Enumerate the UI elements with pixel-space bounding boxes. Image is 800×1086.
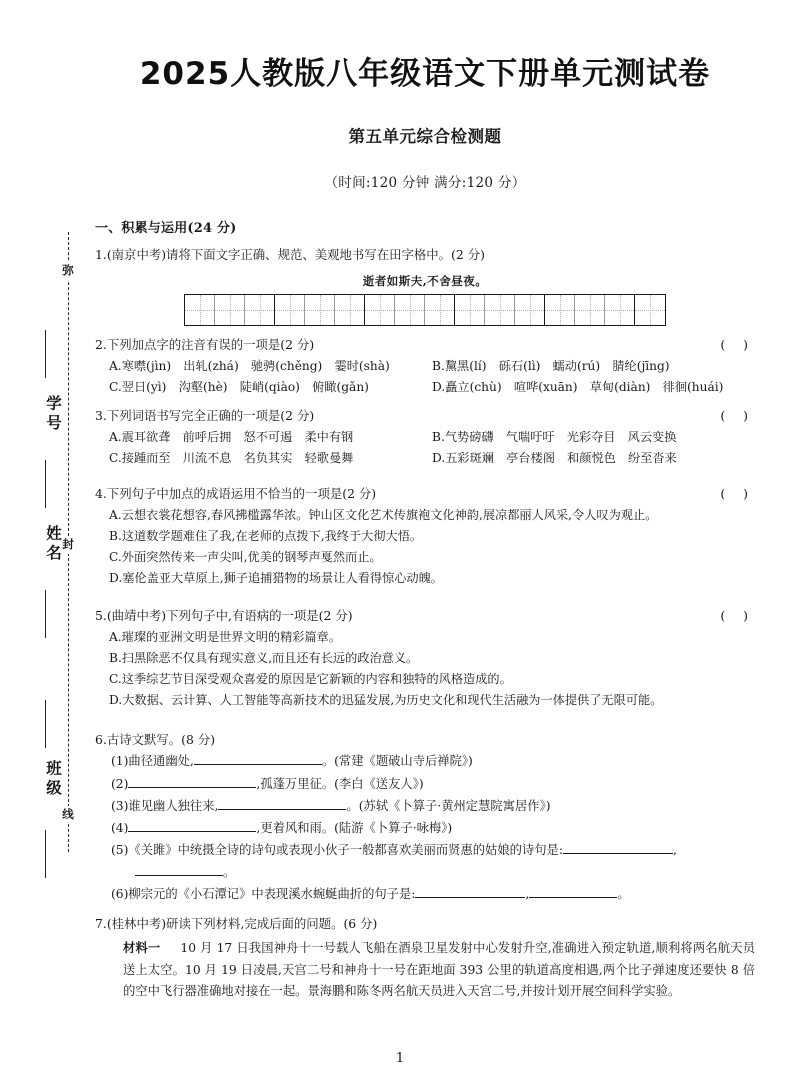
question-7-stem: (桂林中考)研读下列材料,完成后面的问题。(6 分): [106, 916, 378, 932]
fill-2-blank[interactable]: [128, 775, 256, 788]
seal-rule-5: [45, 830, 46, 878]
question-1-grid-caption: 逝者如斯夫,不舍昼夜。: [362, 274, 488, 289]
question-5-stem: (曲靖中考)下列句子中,有语病的一项是(2 分): [106, 608, 353, 624]
fill-5-blank-b[interactable]: [135, 863, 223, 876]
tianzige-cell[interactable]: [455, 295, 485, 325]
student-name-label: 姓名: [44, 525, 63, 564]
option-row: [95, 427, 755, 448]
option-C[interactable]: [109, 448, 432, 469]
option-A[interactable]: [109, 356, 432, 377]
option-D[interactable]: [432, 448, 755, 469]
option-C[interactable]: [109, 377, 432, 398]
fill-item-2: [95, 773, 755, 795]
option-B[interactable]: [432, 356, 755, 377]
fill-5-blank-a[interactable]: [563, 841, 673, 854]
question-2-options: [95, 356, 755, 397]
option-B-items: 黧黑(lí) 砾石(lì) 蠕动(rú) 腈纶(jīng): [444, 359, 670, 374]
question-4-options: [95, 505, 755, 588]
section-heading: 一、积累与运用(24 分): [95, 221, 237, 236]
fill-item-6: [95, 883, 755, 905]
question-4-answer-paren[interactable]: ( ): [720, 486, 755, 502]
question-3-options: [95, 427, 755, 468]
tianzige-cell[interactable]: [365, 295, 395, 325]
question-7-material-1: [95, 937, 755, 1001]
question-3: [95, 406, 755, 426]
seal-strip: [0, 0, 92, 1086]
fill-6-mid: ,: [525, 887, 530, 902]
fill-5-post: 。: [223, 865, 236, 880]
option-C[interactable]: C.这季综艺节目深受观众喜爱的原因是它新颖的内容和独特的风格造成的。: [109, 671, 512, 686]
seal-rule-2: [45, 460, 46, 508]
material-1-text: 10 月 17 日我国神舟十一号载人飞船在酒泉卫星发射中心发射升空,准确进入预定轨道,顺利将两名航天员送上太空。10 月 19 日凌晨,天宫二号和神舟十一号在距地面 393 公里的轨道高度相遇,两个比子弹速度还要快 8 倍的空中飞行器准确地对接在一起。景海鹏和陈冬两名航天员进入天宫二号,并按计划开展空间科学实验。: [123, 941, 755, 998]
student-id-label: 学号: [44, 395, 63, 434]
question-5-number: 5.: [95, 608, 107, 624]
seal-char-1: 弥: [59, 262, 77, 280]
fill-2-mid: ,孤蓬万里征。(李白《送友人》): [256, 776, 424, 791]
option-D-items: 五彩斑斓 亭台楼阁 和颜悦色 纷至沓来: [445, 450, 677, 465]
option-B-items: 气势磅礴 气喘吁吁 光彩夺目 风云变换: [444, 430, 677, 445]
fill-1-pre: 曲径通幽处,: [128, 754, 194, 769]
fill-item-4: [95, 817, 755, 839]
option-B[interactable]: [432, 427, 755, 448]
option-D-label: D.: [432, 450, 446, 465]
question-5-answer-paren[interactable]: ( ): [720, 608, 755, 624]
fill-4-mid: ,更着风和雨。(陆游《卜算子·咏梅》): [256, 820, 453, 835]
fill-6-no: (6): [111, 887, 129, 902]
option-A-label: A.: [109, 430, 122, 445]
option-B-label: B.: [432, 359, 445, 374]
fill-5-pre: 《关雎》中统摄全诗的诗句或表现小伙子一般都喜欢美丽而贤惠的姑娘的诗句是:: [128, 842, 563, 857]
page-number: 1: [395, 1051, 405, 1066]
question-4: [95, 484, 755, 504]
option-C-label: C.: [109, 450, 122, 465]
option-B-label: B.: [432, 430, 445, 445]
fill-5-no: (5): [111, 842, 129, 857]
option-C-items: 翌日(yì) 沟壑(hè) 陡峭(qiào) 俯瞰(gǎn): [121, 379, 369, 394]
tianzige-cell[interactable]: [245, 295, 275, 325]
fill-item-3: [95, 795, 755, 817]
seal-rule-4: [45, 700, 46, 748]
fill-1-no: (1): [111, 754, 129, 769]
question-1: [95, 245, 755, 265]
question-5: [95, 606, 755, 626]
option-D[interactable]: [432, 377, 755, 398]
tianzige-cell[interactable]: [215, 295, 245, 325]
tianzige-cell[interactable]: [545, 295, 575, 325]
question-1-grid-wrap: [95, 294, 755, 326]
option-A-label: A.: [109, 359, 122, 374]
tianzige-cell[interactable]: [575, 295, 605, 325]
fill-5-mid: ,: [672, 842, 677, 857]
fill-item-5-line2: [111, 861, 755, 883]
tianzige-cell[interactable]: [635, 295, 665, 325]
question-1-stem: (南京中考)请将下面文字正确、规范、美观地书写在田字格中。(2 分): [106, 247, 485, 262]
option-C-label: C.: [109, 379, 122, 394]
fill-4-blank[interactable]: [128, 819, 256, 832]
tianzige-cell[interactable]: [425, 295, 455, 325]
material-1-tag: 材料一: [123, 940, 161, 956]
option-D[interactable]: D.塞伦盖亚大草原上,狮子追捕猎物的场景让人看得惊心动魄。: [109, 570, 443, 585]
option-A-items: 震耳欲聋 前呼后拥 怒不可遏 柔中有钢: [121, 430, 354, 445]
question-7-number: 7.: [95, 916, 107, 932]
option-A[interactable]: A.璀璨的亚洲文明是世界文明的精彩篇章。: [109, 630, 342, 645]
fill-3-blank[interactable]: [218, 797, 346, 810]
question-4-number: 4.: [95, 486, 107, 502]
tianzige-cell[interactable]: [185, 295, 215, 325]
question-3-stem: 下列词语书写完全正确的一项是(2 分): [106, 408, 315, 424]
page-title: 2025人教版八年级语文下册单元测试卷: [139, 56, 711, 92]
option-A[interactable]: A.云想衣裳花想容,春风拂槛露华浓。钟山区文化艺术传旗袍文化神韵,展凉都丽人风采,令人叹为观止。: [109, 508, 658, 523]
option-row: [95, 377, 755, 398]
fill-3-pre: 谁见幽人独往来,: [128, 798, 219, 813]
tianzige-cell[interactable]: [605, 295, 635, 325]
option-C-items: 接踵而至 川流不息 名负其实 轻歌曼舞: [121, 450, 354, 465]
fill-1-blank[interactable]: [194, 753, 322, 766]
tianzige-cell[interactable]: [335, 295, 365, 325]
question-1-number: 1.: [95, 247, 107, 262]
option-row: [95, 448, 755, 469]
question-6: [95, 730, 755, 750]
exam-meta: （时间:120 分钟 满分:120 分）: [324, 175, 526, 191]
option-D-items: 矗立(chù) 喧哗(xuān) 草甸(diàn) 徘徊(huái): [445, 379, 724, 394]
question-3-number: 3.: [95, 408, 107, 424]
tianzige-cell[interactable]: [395, 295, 425, 325]
question-7: [95, 914, 755, 934]
exam-content: [95, 0, 755, 1002]
fill-item-5: [95, 839, 755, 883]
fill-3-mid: 。(苏轼《卜算子·黄州定慧院寓居作》): [346, 798, 551, 813]
question-2: [95, 335, 755, 355]
fill-6-post: 。: [617, 887, 630, 902]
option-C[interactable]: C.外面突然传来一声尖叫,优美的钢琴声戛然而止。: [109, 549, 382, 564]
fill-6-blank-b[interactable]: [529, 886, 617, 899]
tianzige-cell[interactable]: [275, 295, 305, 325]
question-4-stem: 下列句子中加点的成语运用不恰当的一项是(2 分): [106, 486, 377, 502]
page-subtitle: 第五单元综合检测题: [348, 127, 502, 146]
option-B[interactable]: B.这道数学题难住了我,在老师的点拨下,我终于大彻大悟。: [109, 529, 423, 544]
tianzige-grid[interactable]: [184, 294, 666, 326]
fill-2-no: (2): [111, 776, 129, 791]
option-D[interactable]: D.大数据、云计算、人工智能等高新技术的迅猛发展,为历史文化和现代生活融为一体提供了无限可能。: [109, 692, 663, 707]
fill-6-pre: 柳宗元的《小石潭记》中表现溪水蜿蜒曲折的句子是:: [128, 887, 416, 902]
tianzige-cell[interactable]: [515, 295, 545, 325]
seal-rule-1: [45, 330, 46, 378]
seal-rule-3: [45, 590, 46, 638]
question-6-number: 6.: [95, 732, 107, 748]
fill-4-no: (4): [111, 820, 129, 835]
tianzige-cell[interactable]: [305, 295, 335, 325]
option-D-label: D.: [432, 379, 446, 394]
option-A[interactable]: [109, 427, 432, 448]
tianzige-cell[interactable]: [485, 295, 515, 325]
seal-char-3: 线: [59, 806, 77, 824]
fill-3-no: (3): [111, 798, 129, 813]
fill-item-1: [95, 750, 755, 772]
option-A-items: 寒噤(jìn) 出轧(zhá) 驰骋(chěng) 霎时(shà): [121, 359, 390, 374]
question-6-stem: 古诗文默写。(8 分): [106, 732, 216, 748]
question-2-stem: 下列加点字的注音有误的一项是(2 分): [106, 337, 315, 353]
question-2-number: 2.: [95, 337, 107, 353]
fill-1-mid: 。(常建《题破山寺后禅院》): [321, 754, 473, 769]
question-5-options: [95, 627, 755, 710]
class-label: 班级: [44, 760, 63, 799]
question-2-answer-paren[interactable]: ( ): [720, 337, 755, 353]
fill-6-blank-a[interactable]: [415, 886, 525, 899]
seal-char-2: 封: [59, 536, 77, 554]
option-row: [95, 356, 755, 377]
question-3-answer-paren[interactable]: ( ): [720, 408, 755, 424]
option-B[interactable]: B.扫黑除恶不仅具有现实意义,而且还有长远的政治意义。: [109, 651, 419, 666]
